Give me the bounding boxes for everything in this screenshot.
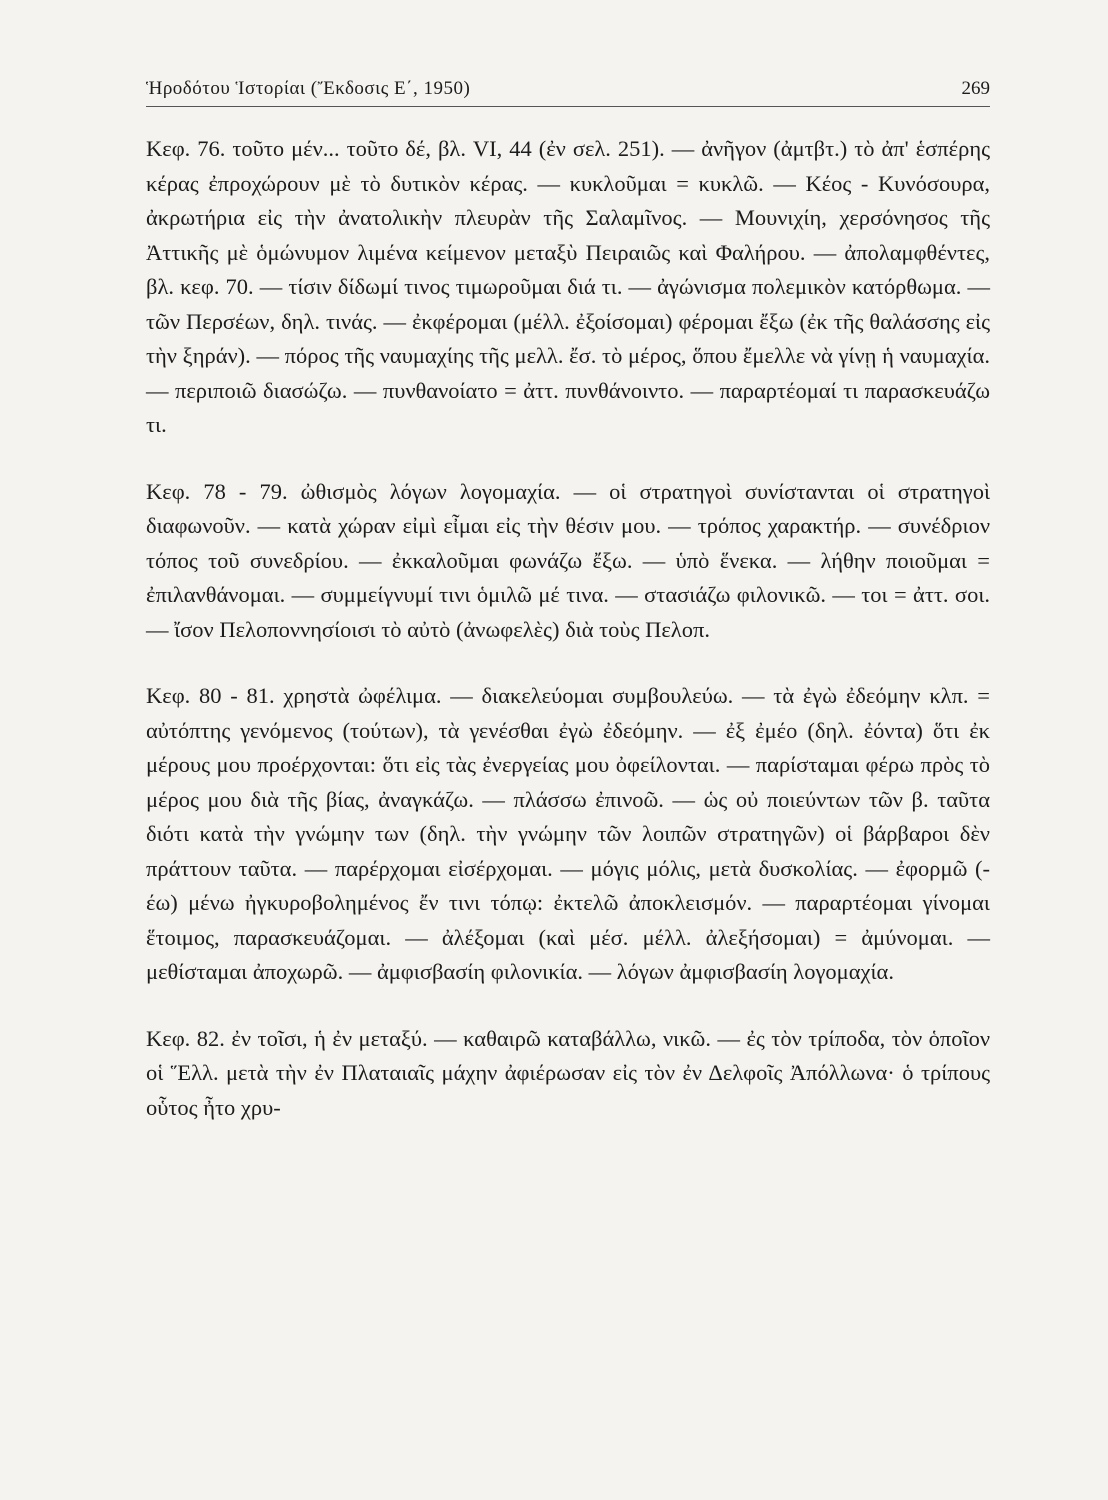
section-kef-82 (146, 1022, 990, 1126)
page-body (146, 132, 990, 1157)
page-number: 269 (961, 78, 990, 99)
page-header (146, 72, 990, 107)
commentary-paragraph: Κεφ. 76. τοῦτο μέν... τοῦτο δέ, βλ. VI, 44 (ἐν σελ. 251). — ἀνῆγον (ἀμτβτ.) τὸ ἀπ' ἑσπέρης κέρας ἐπροχώρουν μὲ τὸ δυτικὸν κέρας. — κυκλοῦμαι = κυκλῶ. — Κέος - Κυνόσουρα, ἀκρωτήρια εἰς τὴν ἀνατολικὴν πλευρὰν τῆς Σαλαμῖνος. — Μουνιχίη, χερσόνησος τῆς Ἀττικῆς μὲ ὁμώνυμον λιμένα κείμενον μεταξὺ Πειραιῶς καὶ Φαλήρου. — ἀπολαμφθέντες, βλ. κεφ. 70. — τίσιν δίδωμί τινος τιμωροῦμαι διά τι. — ἀγώνισμα πολεμικὸν κατόρθωμα. — τῶν Περσέων, δηλ. τινάς. — ἐκφέρομαι (μέλλ. ἐξοίσομαι) φέρομαι ἔξω (ἐκ τῆς θαλάσσης εἰς τὴν ξηράν). — πόρος τῆς ναυμαχίης τῆς μελλ. ἔσ. τὸ μέρος, ὅπου ἔμελλε νὰ γίνῃ ἡ ναυμαχία. — περιποιῶ διασώζω. — πυνθανοίατο = ἀττ. πυνθάνοιντο. — παραρτέομαί τι παρασκευάζω τι. (146, 136, 990, 437)
section-kef-80-81 (146, 679, 990, 990)
section-kef-78-79 (146, 475, 990, 648)
commentary-paragraph: Κεφ. 82. ἐν τοῖσι, ἡ ἐν μεταξύ. — καθαιρῶ καταβάλλω, νικῶ. — ἐς τὸν τρίποδα, τὸν ὁποῖον οἱ Ἕλλ. μετὰ τὴν ἐν Πλαταιαῖς μάχην ἀφιέρωσαν εἰς τὸν ἐν Δελφοῖς Ἀπόλλωνα· ὁ τρίπους οὗτος ἦτο χρυ- (146, 1025, 990, 1120)
section-kef-76 (146, 132, 990, 443)
running-title: Ἡροδότου Ἱστορίαι (Ἔκδοσις Ε΄, 1950) (146, 78, 471, 99)
commentary-paragraph: Κεφ. 78 - 79. ὠθισμὸς λόγων λογομαχία. — οἱ στρατηγοὶ συνίστανται οἱ στρατηγοὶ διαφωνοῦν. — κατὰ χώραν εἰμὶ εἶμαι εἰς τὴν θέσιν μου. — τρόπος χαρακτήρ. — συνέδριον τόπος τοῦ συνεδρίου. — ἐκκαλοῦμαι φωνάζω ἔξω. — ὑπὸ ἕνεκα. — λήθην ποιοῦμαι = ἐπιλανθάνομαι. — συμμείγνυμί τινι ὁμιλῶ μέ τινα. — στασιάζω φιλονικῶ. — τοι = ἀττ. σοι. — ἴσον Πελοποννησίοισι τὸ αὐτὸ (ἀνωφελὲς) διὰ τοὺς Πελοπ. (146, 478, 990, 642)
commentary-paragraph: Κεφ. 80 - 81. χρηστὰ ὠφέλιμα. — διακελεύομαι συμβουλεύω. — τὰ ἐγὼ ἐδεόμην κλπ. = αὐτόπτης γενόμενος (τούτων), τὰ γενέσθαι ἐγὼ ἐδεόμην. — ἐξ ἐμέο (δηλ. ἐόντα) ὅτι ἐκ μέρους μου προέρχονται: ὅτι εἰς τὰς ἐνεργείας μου ὀφείλονται. — παρίσταμαι φέρω πρὸς τὸ μέρος μου διὰ τῆς βίας, ἀναγκάζω. — πλάσσω ἐπινοῶ. — ὡς οὐ ποιεύντων τῶν β. ταῦτα διότι κατὰ τὴν γνώμην των (δηλ. τὴν γνώμην τῶν λοιπῶν στρατηγῶν) οἱ βάρβαροι δὲν πράττουν ταῦτα. — παρέρχομαι εἰσέρχομαι. — μόγις μόλις, μετὰ δυσκολίας. — ἐφορμῶ (-έω) μένω ἠγκυροβολημένος ἔν τινι τόπῳ: ἐκτελῶ ἀποκλεισμόν. — παραρτέομαι γίνομαι ἕτοιμος, παρασκευάζομαι. — ἀλέξομαι (καὶ μέσ. μέλλ. ἀλεξήσομαι) = ἀμύνομαι. — μεθίσταμαι ἀποχωρῶ. — ἀμφισβασίη φιλονικία. — λόγων ἀμφισβασίη λογομαχία. (146, 683, 990, 984)
